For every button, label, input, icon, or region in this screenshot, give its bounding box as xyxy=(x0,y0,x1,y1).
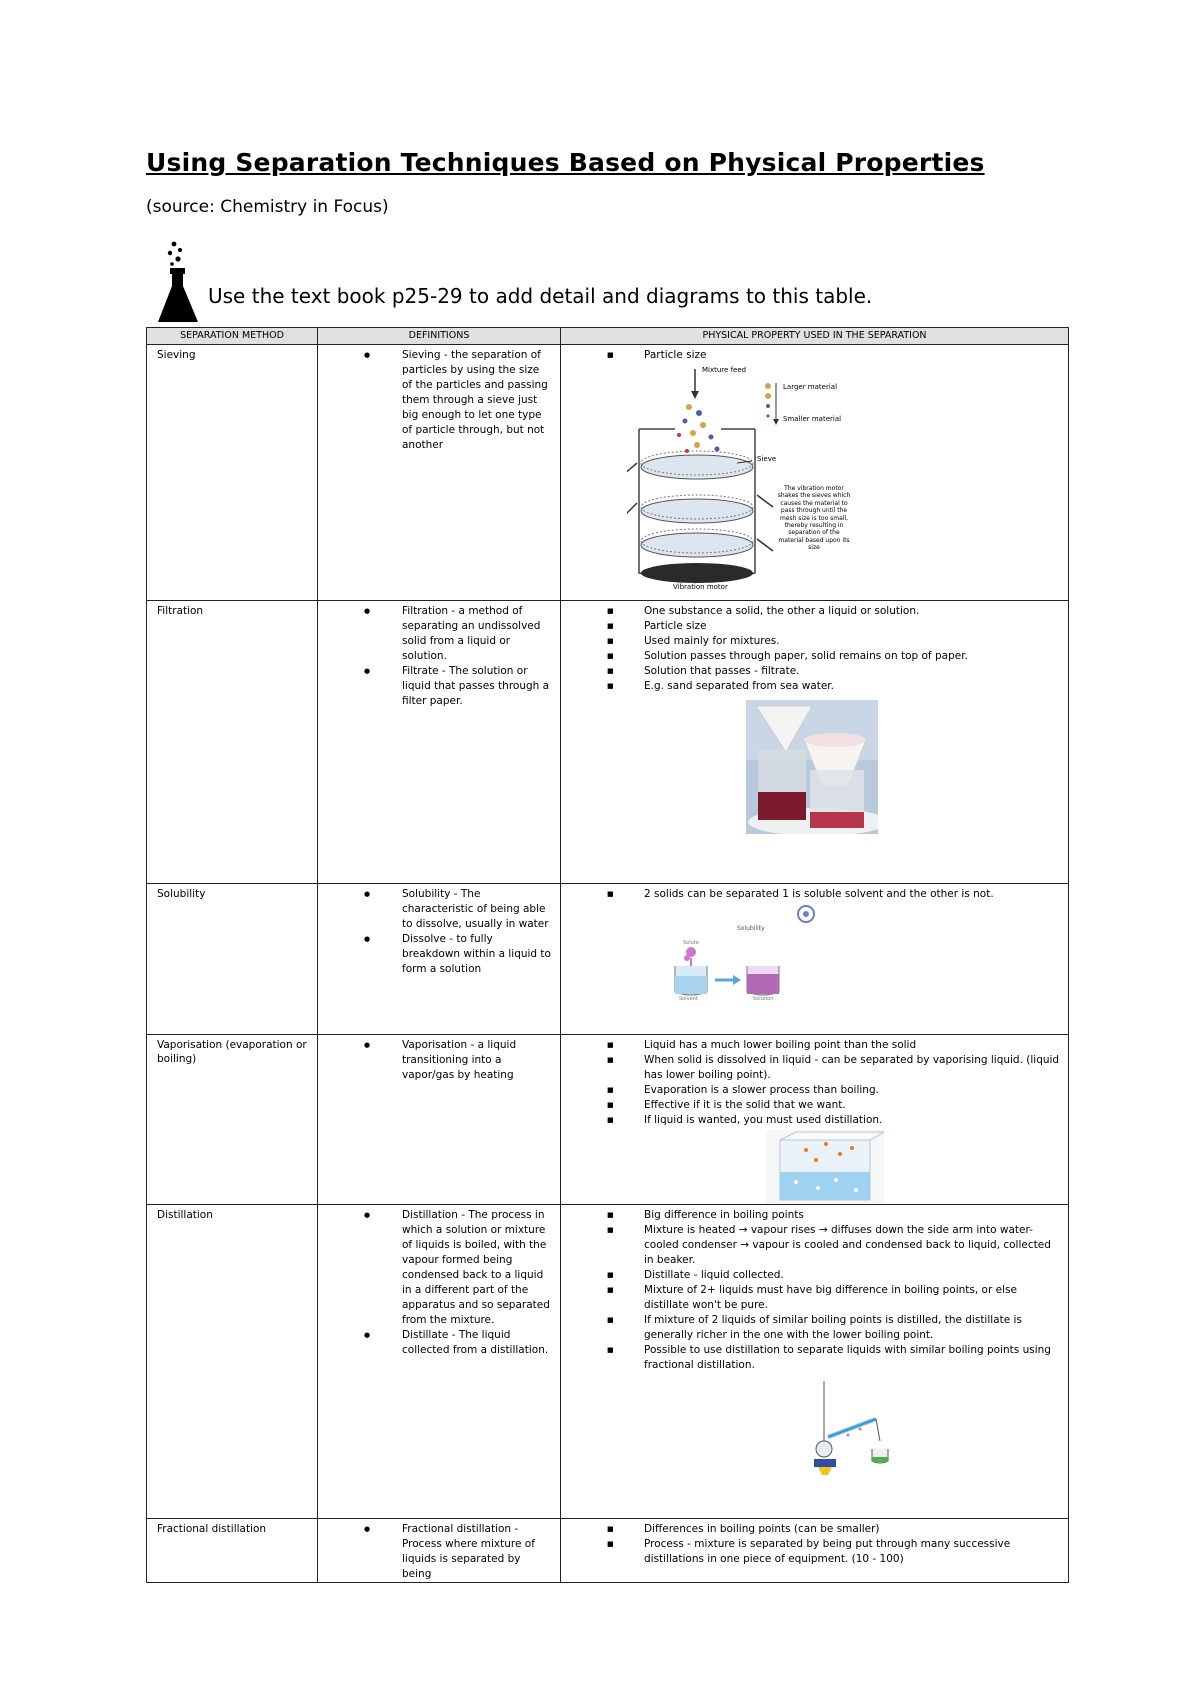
method-cell: Filtration xyxy=(147,601,318,884)
page-title: Using Separation Techniques Based on Physical Properties xyxy=(146,148,985,177)
table-row xyxy=(147,1519,1069,1583)
property-item: ■ Mixture of 2+ liquids must have big difference in boiling points, or else distillate won't be pure. xyxy=(561,1283,1060,1313)
source-note: (source: Chemistry in Focus) xyxy=(146,197,389,217)
property-item: ■ Particle size xyxy=(561,619,1060,634)
property-item: ■ Solution passes through paper, solid remains on top of paper. xyxy=(561,649,1060,664)
sieve-shaker-diagram xyxy=(627,363,857,591)
definition-item: ● Distillation - The process in which a solution or mixture of liquids is boiled, with the vapour formed being condensed back to a liquid in a different part of the apparatus and so separated from the mixture. xyxy=(318,1208,552,1328)
falling-particles xyxy=(677,404,720,453)
property-item: ■ Effective if it is the solid that we want. xyxy=(561,1098,1060,1113)
definition-item: ● Filtrate - The solution or liquid that passes through a filter paper. xyxy=(318,664,552,709)
label-vibration-explanation: The vibration motor shakes the sieves which causes the material to pass through until the mesh size is too small, thereby resulting in separation of the material based upon its size xyxy=(777,485,851,552)
evaporation-diagram xyxy=(766,1130,884,1204)
flask-icon xyxy=(156,240,202,326)
definitions-cell xyxy=(318,884,561,1035)
label-sieve: Sieve xyxy=(757,455,777,463)
definitions-cell xyxy=(318,345,561,601)
definitions-cell xyxy=(318,601,561,884)
definition-item: ● Vaporisation - a liquid transitioning into a vapor/gas by heating xyxy=(318,1038,552,1083)
property-item: ■ Big difference in boiling points xyxy=(561,1208,1060,1223)
property-item: ■ E.g. sand separated from sea water. xyxy=(561,679,1060,694)
definition-item: ● Dissolve - to fully breakdown within a liquid to form a solution xyxy=(318,932,552,977)
property-item: ■ Process - mixture is separated by being put through many successive distillations in one piece of equipment. (10 - 100) xyxy=(561,1537,1060,1567)
property-item: ■ Possible to use distillation to separate liquids with similar boiling points using fractional distillation. xyxy=(561,1343,1060,1373)
definition-item: ● Sieving - the separation of particles by using the size of the particles and passing them through a sieve just big enough to let one type of particle through, but not another xyxy=(318,348,552,453)
table-row xyxy=(147,1205,1069,1519)
property-item: ■ 2 solids can be separated 1 is soluble solvent and the other is not. xyxy=(561,887,1060,902)
property-cell xyxy=(561,884,1069,1035)
separation-table xyxy=(146,327,1069,1583)
definition-item: ● Fractional distillation - Process where mixture of liquids is separated by being xyxy=(318,1522,552,1582)
definitions-cell xyxy=(318,1519,561,1583)
label-solubility: Solubility xyxy=(737,925,765,932)
property-item: ■ Differences in boiling points (can be smaller) xyxy=(561,1522,1060,1537)
property-cell xyxy=(561,1519,1069,1583)
header-separation-method: SEPARATION METHOD xyxy=(147,328,318,345)
method-cell: Fractional distillation xyxy=(147,1519,318,1583)
property-item: ■ Distillate - liquid collected. xyxy=(561,1268,1060,1283)
method-cell: Sieving xyxy=(147,345,318,601)
property-item: ■ Solution that passes - filtrate. xyxy=(561,664,1060,679)
property-cell xyxy=(561,601,1069,884)
property-cell xyxy=(561,1205,1069,1519)
property-item: ■ If liquid is wanted, you must used distillation. xyxy=(561,1113,1060,1128)
label-solvent: Solvent xyxy=(679,996,698,1000)
distillation-apparatus-diagram xyxy=(806,1379,896,1479)
label-larger-material: Larger material xyxy=(783,383,838,391)
label-mixture-feed: Mixture feed xyxy=(702,366,747,374)
property-item: ■ If mixture of 2 liquids of similar boiling points is distilled, the distillate is generally richer in the one with the lower boiling point. xyxy=(561,1313,1060,1343)
header-physical-property: PHYSICAL PROPERTY USED IN THE SEPARATION xyxy=(561,328,1069,345)
property-item: ■ Particle size xyxy=(561,348,1060,363)
property-item: ■ When solid is dissolved in liquid - can be separated by vaporising liquid. (liquid has lower boiling point). xyxy=(561,1053,1060,1083)
definition-item: ● Distillate - The liquid collected from a distillation. xyxy=(318,1328,552,1358)
property-item: ■ Evaporation is a slower process than boiling. xyxy=(561,1083,1060,1098)
definition-item: ● Filtration - a method of separating an undissolved solid from a liquid or solution. xyxy=(318,604,552,664)
method-cell: Solubility xyxy=(147,884,318,1035)
table-row xyxy=(147,601,1069,884)
table-row xyxy=(147,345,1069,601)
label-solute: Solute xyxy=(683,940,699,946)
solubility-diagram xyxy=(671,900,821,1000)
definitions-cell xyxy=(318,1035,561,1205)
property-item: ■ One substance a solid, the other a liquid or solution. xyxy=(561,604,1060,619)
definition-item: ● Solubility - The characteristic of being able to dissolve, usually in water xyxy=(318,887,552,932)
definitions-cell xyxy=(318,1205,561,1519)
instruction-text: Use the text book p25-29 to add detail and diagrams to this table. xyxy=(208,284,873,308)
header-definitions: DEFINITIONS xyxy=(318,328,561,345)
property-item: ■ Mixture is heated → vapour rises → diffuses down the side arm into water-cooled condenser → vapour is cooled and condensed back to liquid, collected in beaker. xyxy=(561,1223,1060,1268)
table-header-row xyxy=(147,328,1069,345)
label-solution: Solution xyxy=(753,996,774,1000)
method-cell: Distillation xyxy=(147,1205,318,1519)
table-row xyxy=(147,884,1069,1035)
label-smaller-material: Smaller material xyxy=(783,415,842,423)
method-cell: Vaporisation (evaporation or boiling) xyxy=(147,1035,318,1205)
sieve-layer xyxy=(641,451,753,479)
property-cell xyxy=(561,1035,1069,1205)
property-item: ■ Used mainly for mixtures. xyxy=(561,634,1060,649)
label-vibration-motor: Vibration motor xyxy=(673,583,728,591)
property-cell xyxy=(561,345,1069,601)
filtration-photo xyxy=(746,700,878,834)
table-row xyxy=(147,1035,1069,1205)
property-item: ■ Liquid has a much lower boiling point than the solid xyxy=(561,1038,1060,1053)
